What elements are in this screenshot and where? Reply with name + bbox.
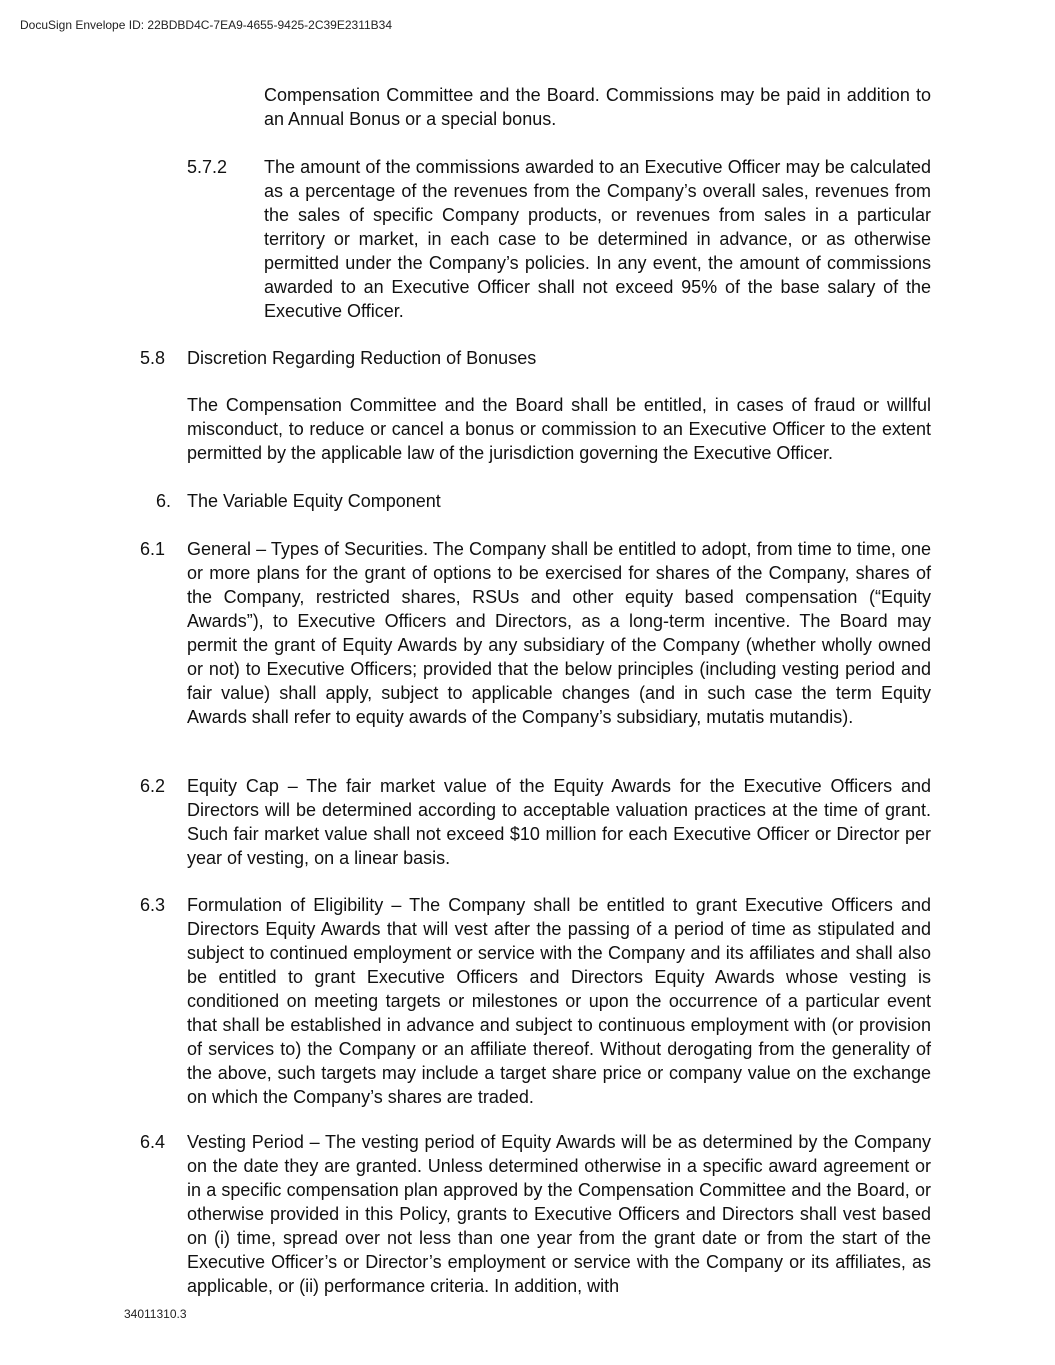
section-6-3-text: Formulation of Eligibility – The Company shall be entitled to grant Executive Officers and Directors Equity Awards that will vest after the passing of a period of time as stipulated and subject to continued employment or service with the Company and its affiliates and shall also be entitled to grant Executive Officers and Directors Equity Awards whose vesting is conditioned on meeting targets or milestones or upon the occurrence of a particular event that shall be established in advance and subject to continuous employment with (or provision of services to) the Company or an affiliate thereof. Without derogating from the generality of the above, such targets may include a target share price or company value on the exchange on which the Company’s shares are traded. [187, 895, 931, 1107]
section-6-2-number: 6.2 [140, 776, 166, 796]
section-5-8-title: Discretion Regarding Reduction of Bonuses [187, 348, 537, 368]
section-6-3-number: 6.3 [140, 895, 166, 915]
document-number: 34011310.3 [124, 1307, 187, 1321]
section-6-1-number: 6.1 [140, 539, 166, 559]
section-5-7-2-text: The amount of the commissions awarded to an Executive Officer may be calculated as a percentage of the revenues from the Company’s overall sales, revenues from the sales of specific Company products, or revenues from sales in a particular territory or market, in each case to be determined in advance, or as otherwise permitted under the Company’s policies. In any event, the amount of commissions awarded to an Executive Officer shall not exceed 95% of the base salary of the Executive Officer. [264, 157, 931, 321]
envelope-id: DocuSign Envelope ID: 22BDBD4C-7EA9-4655-9425-2C39E2311B34 [20, 18, 393, 32]
section-6-title: The Variable Equity Component [187, 491, 441, 511]
section-6-4-text: Vesting Period – The vesting period of Equity Awards will be as determined by the Company on the date they are granted. Unless determined otherwise in a specific award agreement or in a specific compensation plan approved by the Compensation Committee and the Board, or otherwise provided in this Policy, grants to Executive Officers and Directors shall vest based on (i) time, spread over not less than one year from the grant date or from the start of the Executive Officer’s or Director’s employment or service with the Company or its affiliates, as applicable, or (ii) performance criteria. In addition, with [187, 1132, 931, 1296]
section-6-4-number: 6.4 [140, 1132, 166, 1152]
continued-paragraph: Compensation Committee and the Board. Commissions may be paid in addition to an Annual Bonus or a special bonus. [264, 85, 931, 129]
section-5-8-number: 5.8 [140, 348, 166, 368]
section-6-2-text: Equity Cap – The fair market value of the Equity Awards for the Executive Officers and Directors will be determined according to acceptable valuation practices at the time of grant. Such fair market value shall not exceed $10 million for each Executive Officer or Director per year of vesting, on a linear basis. [187, 776, 931, 868]
section-5-8-text: The Compensation Committee and the Board shall be entitled, in cases of fraud or willful misconduct, to reduce or cancel a bonus or commission to an Executive Officer to the extent permitted by the applicable law of the jurisdiction governing the Executive Officer. [187, 395, 931, 463]
section-5-7-2-number: 5.7.2 [187, 157, 228, 177]
section-6-1-text: General – Types of Securities. The Company shall be entitled to adopt, from time to time, one or more plans for the grant of options to be exercised for shares of the Company, shares of the Company, restricted shares, RSUs and other equity based compensation (“Equity Awards”), to Executive Officers and Directors, as a long-term incentive. The Board may permit the grant of Equity Awards by any subsidiary of the Company (whether wholly owned or not) to Executive Officers; provided that the below principles (including vesting period and fair value) shall apply, subject to applicable changes (and in such case the term Equity Awards shall refer to equity awards of the Company’s subsidiary, mutatis mutandis). [187, 539, 931, 727]
section-6-number: 6. [156, 491, 172, 511]
